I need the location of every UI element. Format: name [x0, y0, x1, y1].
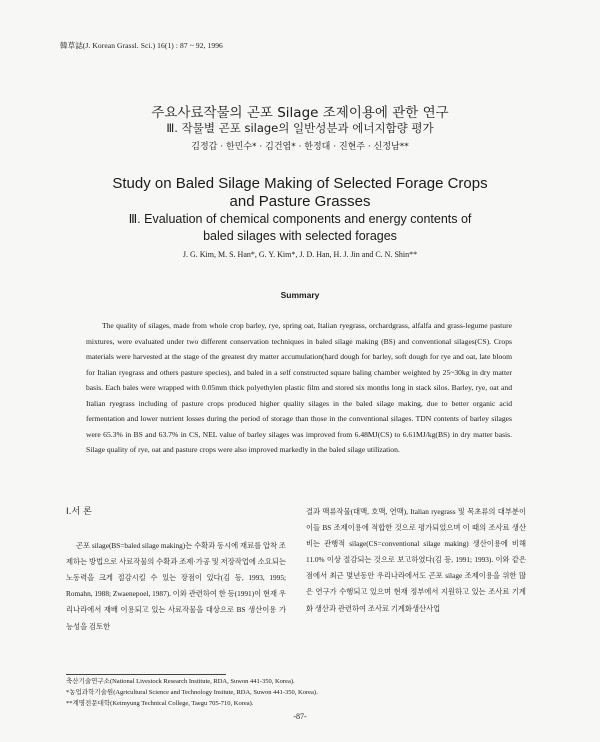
authors-korean: 김정갑 · 한민수* · 김건엽* · 한정대 · 진현주 · 신정남** [191, 142, 409, 152]
footnote-1: 축산기술연구소(National Livestock Research Institute, RDA, Suwon 441-350, Korea). [66, 678, 295, 685]
section-title: Ⅰ.서 론 [66, 507, 92, 517]
footnote-2: *농업과학기술원(Agricultural Science and Technology Insitute, RDA, Suwon 441-350, Korea). [66, 689, 318, 696]
authors-english: J. G. Kim, M. S. Han*, G. Y. Kim*, J. D. Han, H. J. Jin and C. N. Shin** [182, 250, 418, 259]
title-korean: 주요사료작물의 곤포 Silage 조제이용에 관한 연구 [151, 105, 449, 121]
summary-abstract [86, 318, 512, 458]
intro-paragraph-right: 결과 맥류작물(대맥, 호맥, 연맥), Italian ryegrass 및 목초류의 대부분이 이들 BS 조제이용에 적합한 것으로 평가되었으며 이 때의 조사료 생산비는 관행적 silage(CS=conventional silage making) 생산이용에 비해 11.0% 이상 절감되는 것으로 보고하였다(김 등, 1991; 1993). 이와 같은 점에서 최근 몇년동안 우리나라에서도 곤포 silage 조제이용을 위한 많은 연구가 수행되고 있으며 현재 정부에서 지원하고 있는 조사료 기계화 생산과 관련하여 조사료 기계화생산사업 [306, 507, 526, 613]
subtitle-english-text: Ⅲ. Evaluation of chemical components and energy contents of baled silages with selected forages [128, 212, 472, 243]
title-english-text: Study on Baled Silage Making of Selected Forage Crops and Pasture Grasses [112, 175, 488, 210]
summary-heading: Summary [280, 290, 320, 300]
footnotes [66, 676, 318, 709]
footnote-3: **계명전문대학(Keimyung Technical College, Taegu 705-710, Korea). [66, 700, 254, 707]
summary-paragraph: The quality of silages, made from whole crop barley, rye, spring oat, Italian ryegrass, orchardgrass, alfalfa and grass-legume pasture mixtures, were evaluated under two different conservation techniques in baled silage making (BS) and conventional silages(CS). Crops materials were harvested at the stage of the greatest dry matter accumulation(hard dough for barley, soft dough for rye and oat, late bloom for Italian ryegrass and others pasture species), and baled in a self constructed square baling chamber weighted by 25~30kg in dry matter basis. Each bales were wrapped with 0.05mm thick polyethylen plastic film and stored six months long in stack silos. Barley, rye, oat and Italian ryegrass including of pasture crops produced higher quality silages in the baled silage making, due to better organic acid fermentation and lower nutrient losses during the period of storage than those in the conventional silages. TDN contents of barley silages were 65.3% in BS and 63.7% in CS, NEL value of barley silages was improved from 6.48MJ(CS) to 6.61MJ/kg(BS) in dry matter basis. Silage quality of rye, oat and pasture crops were also improved markedly in the baled silage utilization. [86, 321, 512, 454]
intro-paragraph-left: 곤포 silage(BS=baled silage making)는 수확과 동시에 재료를 압착 조제하는 방법으로 사료작물의 수확과 조제·가공 및 저장작업에 소요되는 노동력을 크게 절감시킬 수 있는 장점이 있다(김 등, 1993, 1995; Romahn, 1988; Zwaenepoel, 1987). 이와 관련하여 한 등(1991)이 현재 우리나라에서 재배 이용되고 있는 사료작물을 대상으로 BS 생산이용 가능성을 검토한 [66, 541, 286, 631]
subtitle-english [0, 211, 600, 245]
subtitle-korean: Ⅲ. 작물별 곤포 silage의 일반성분과 에너지함량 평가 [166, 121, 434, 135]
journal-reference: 韓草誌(J. Korean Grassl. Sci.) 16(1) : 87 ~ 92, 1996 [60, 41, 223, 50]
footnote-divider [66, 674, 226, 675]
page-number: -87- [293, 712, 307, 721]
intro-left-column [66, 504, 286, 635]
title-english [0, 175, 600, 211]
intro-right-column [306, 504, 526, 617]
